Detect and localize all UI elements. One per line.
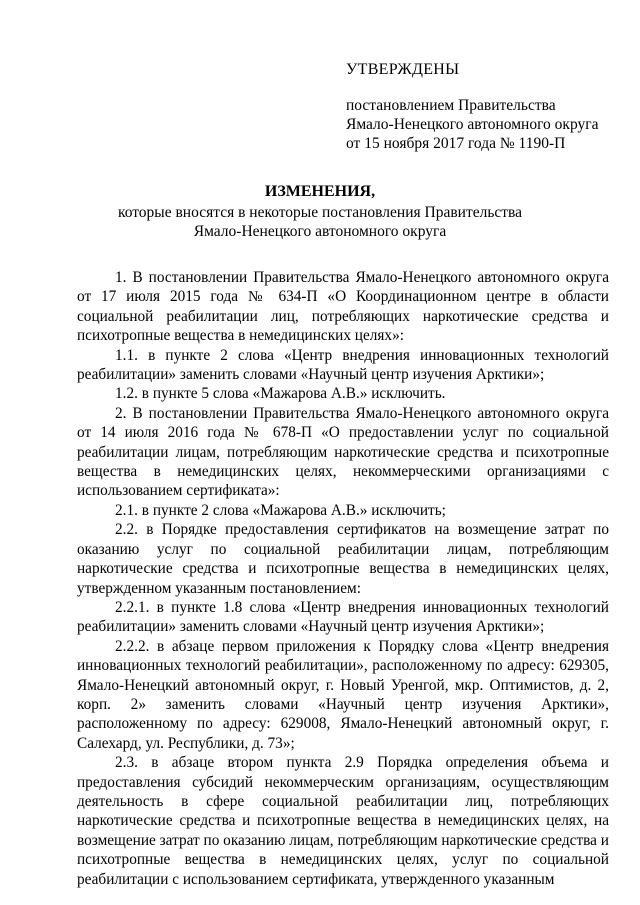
approval-line-3: от 15 ноября 2017 года № 1190-П bbox=[346, 135, 566, 152]
paragraph-2-2: 2.2. в Порядке предоставления сертификатов на возмещение затрат по оказанию услуг по социальной реабилитации лицам, потребляющим наркотические средства и психотропные вещества в немедицинских целях, утвержденном указанным постановлением: bbox=[77, 521, 609, 597]
paragraph-2-1: 2.1. в пункте 2 слова «Мажарова А.В.» исключить; bbox=[115, 501, 446, 519]
paragraph-1: 1. В постановлении Правительства Ямало-Ненецкого автономного округа от 17 июля 2015 года № 634-П «О Координационном центре в области социальной реабилитации лиц, потребляющих наркотические средства и психотропные вещества в немедицинских целях»: bbox=[77, 269, 609, 345]
paragraph-2-3: 2.3. в абзаце втором пункта 2.9 Порядка определения объема и предоставления субсидий некоммерческим организациям, осуществляющим деятельность в сфере социальной реабилитации лиц, потребляющих наркотические средства и психотропные вещества в немедицинских целях, на возмещение затрат по оказанию лицам, потребляющим наркотические средства и психотропные вещества в немедицинских целях, услуг по социальной реабилитации с использованием сертификата, утвержденного указанным bbox=[77, 754, 609, 888]
document-subtitle-2: Ямало-Ненецкого автономного округа bbox=[193, 223, 447, 240]
paragraph-2: 2. В постановлении Правительства Ямало-Ненецкого автономного округа от 14 июля 2016 года № 678-П «О предоставлении услуг по социальной реабилитации лицам, потребляющим наркотические средства и психотропные вещества в немедицинских целях, некоммерческими организациями с использованием сертификата»: bbox=[77, 404, 609, 500]
paragraph-1-2: 1.2. в пункте 5 слова «Мажарова А.В.» исключить. bbox=[115, 385, 446, 403]
paragraph-1-1: 1.1. в пункте 2 слова «Центр внедрения инновационных технологий реабилитации» заменить словами «Научный центр изучения Арктики»; bbox=[77, 346, 609, 384]
document-body bbox=[77, 268, 609, 889]
approval-heading: УТВЕРЖДЕНЫ bbox=[346, 61, 460, 78]
approval-line-2: Ямало-Ненецкого автономного округа bbox=[346, 116, 599, 133]
approval-line-1: постановлением Правительства bbox=[346, 97, 556, 114]
paragraph-2-2-2: 2.2.2. в абзаце первом приложения к Порядку слова «Центр внедрения инновационных технологий реабилитации», расположенному по адресу: 629305, Ямало-Ненецкий автономный округ, г. Новый Уренгой, мкр. Оптимистов, д. 2, корп. 2» заменить словами «Научный центр изучения Арктики», расположенному по адресу: 629008, Ямало-Ненецкий автономный округ, г. Салехард, ул. Республики, д. 73»; bbox=[77, 637, 609, 752]
document-subtitle-1: которые вносятся в некоторые постановления Правительства bbox=[117, 204, 523, 221]
paragraph-2-2-1: 2.2.1. в пункте 1.8 слова «Центр внедрения инновационных технологий реабилитации» заменить словами «Научный центр изучения Арктики»; bbox=[77, 598, 609, 636]
document-title: ИЗМЕНЕНИЯ, bbox=[264, 183, 376, 200]
